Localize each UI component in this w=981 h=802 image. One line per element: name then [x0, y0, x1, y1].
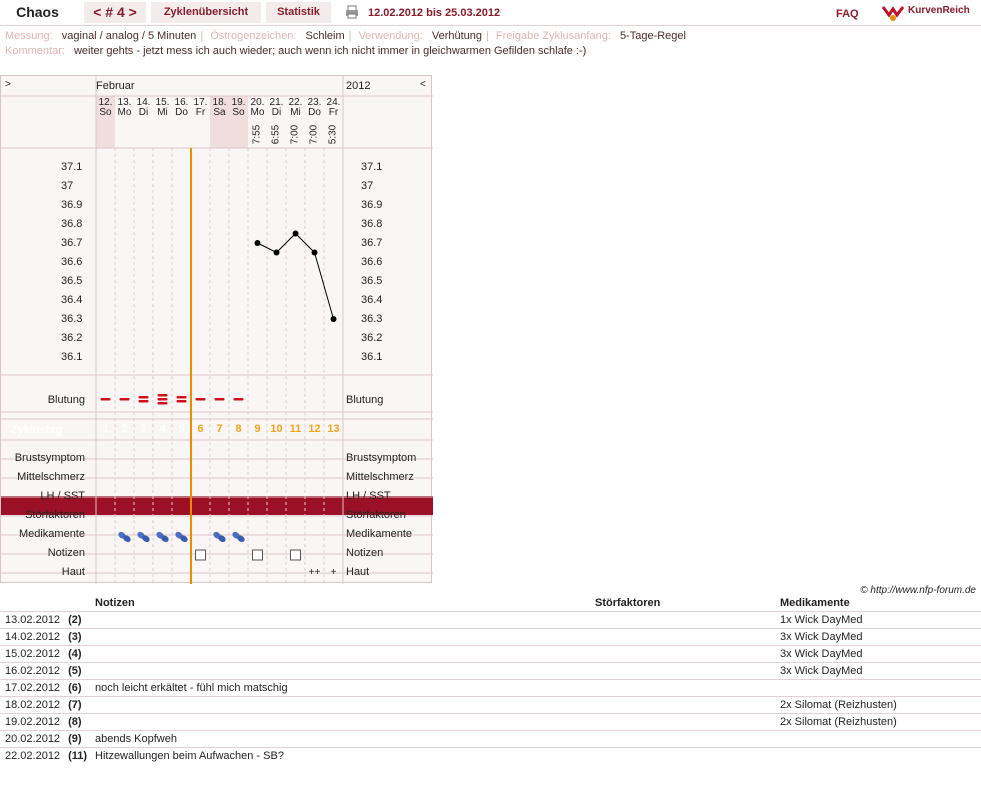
weekday: Fr	[328, 107, 339, 118]
cycle-day-number: 4	[159, 423, 166, 435]
row-label-right: Notizen	[346, 547, 384, 559]
meta-line-2: Kommentar: weiter gehts - jetzt mess ich auch wieder; auch wenn ich nicht immer in gleichwarmen Gefilden schlafe :-)	[5, 45, 587, 57]
weekday: Di	[271, 107, 282, 118]
row-label-left: Mittelschmerz	[17, 471, 85, 483]
weekday: Sa	[213, 107, 226, 118]
bleeding-mark	[101, 398, 111, 401]
temp-label-right: 36.2	[361, 332, 383, 344]
cycle-day-number: 5	[178, 423, 185, 435]
temperature-point	[331, 316, 337, 322]
row-label-left: Haut	[61, 566, 85, 578]
cycle-day-number: 3	[140, 423, 147, 435]
weekday: So	[232, 107, 245, 118]
temp-label-right: 36.1	[361, 351, 383, 363]
row-note	[95, 612, 595, 629]
temperature-point	[293, 231, 299, 237]
row-note	[95, 714, 595, 731]
row-stoer	[595, 731, 780, 748]
day-number: 13.	[117, 97, 132, 108]
row-day: (3)	[68, 631, 82, 643]
chart-right-arrow[interactable]: <	[420, 79, 426, 90]
kurvenreich-logo-icon[interactable]	[880, 3, 906, 23]
measure-time: 7:00	[289, 124, 301, 145]
day-number: 14.	[136, 97, 151, 108]
note-icon	[196, 550, 206, 560]
bleeding-mark	[139, 400, 149, 403]
cycle-day-label: Zyklustag	[11, 424, 63, 436]
weekday: Do	[308, 107, 321, 118]
row-meds: 1x Wick DayMed	[780, 612, 981, 629]
weekday: So	[99, 107, 112, 118]
row-label-right: Blutung	[346, 394, 384, 406]
table-row	[0, 629, 981, 646]
row-stoer	[595, 680, 780, 697]
temperature-line	[258, 234, 334, 320]
day-number: 22.	[288, 97, 303, 108]
weekday: Di	[138, 107, 149, 118]
top-bar	[0, 0, 981, 26]
notes-header-date	[0, 596, 95, 612]
row-label-left: Störfaktoren	[25, 509, 85, 521]
weekday: Do	[175, 107, 188, 118]
row-note: Hitzewallungen beim Aufwachen - SB?	[95, 748, 595, 765]
cycle-chart	[0, 75, 432, 583]
month-label: Februar	[96, 80, 135, 92]
table-row	[0, 612, 981, 629]
measure-time: 6:55	[270, 124, 282, 145]
temp-label-right: 37	[361, 180, 374, 192]
cycle-day-number: 8	[235, 423, 242, 435]
row-day: (11)	[68, 750, 88, 762]
pill-icon	[231, 531, 246, 544]
row-label-right: Mittelschmerz	[346, 471, 414, 483]
row-meds: 3x Wick DayMed	[780, 629, 981, 646]
pill-icon	[174, 531, 189, 544]
temp-label-right: 36.7	[361, 237, 383, 249]
pill-icon	[212, 531, 227, 544]
temp-label-left: 36.3	[61, 313, 83, 325]
bleeding-mark	[158, 402, 168, 405]
row-label-right: Haut	[346, 566, 370, 578]
cycle-day-number: 9	[254, 423, 261, 435]
bleeding-mark	[196, 398, 206, 401]
row-date: 20.02.2012	[5, 733, 61, 745]
chart-left-arrow[interactable]: >	[5, 79, 11, 90]
bleeding-mark	[177, 400, 187, 403]
row-date: 14.02.2012	[5, 631, 61, 643]
notes-header-meds: Medikamente	[780, 597, 850, 609]
row-meds	[780, 748, 981, 765]
row-label-right: Medikamente	[346, 528, 413, 540]
temp-label-right: 36.4	[361, 294, 383, 306]
row-day: (6)	[68, 682, 82, 694]
row-stoer	[595, 748, 780, 765]
row-meds: 3x Wick DayMed	[780, 646, 981, 663]
temperature-point	[312, 250, 318, 256]
table-row	[0, 731, 981, 748]
estrogen-value: Schleim	[305, 30, 345, 42]
bleeding-mark	[139, 396, 149, 399]
bleeding-mark	[120, 398, 130, 401]
bleeding-mark	[158, 394, 168, 397]
measure-time: 7:00	[308, 124, 320, 145]
temp-label-left: 36.9	[61, 199, 83, 211]
cycle-day-number: 11	[289, 423, 302, 435]
table-row	[0, 680, 981, 697]
cycle-day-number: 1	[102, 423, 109, 435]
day-number: 16.	[174, 97, 189, 108]
date-range: 12.02.2012 bis 25.03.2012	[368, 7, 501, 19]
row-stoer	[595, 697, 780, 714]
row-day: (8)	[68, 716, 82, 728]
row-day: (4)	[68, 648, 82, 660]
cycle-day-number: 13	[327, 423, 340, 435]
tab-statistics[interactable]: Statistik	[266, 2, 331, 23]
temp-label-left: 36.1	[61, 351, 83, 363]
row-meds	[780, 680, 981, 697]
row-stoer	[595, 646, 780, 663]
note-icon	[253, 550, 263, 560]
pill-icon	[136, 531, 151, 544]
weekday: Mi	[157, 107, 168, 118]
row-label-right: Brustsymptom	[346, 452, 417, 464]
row-label-right: Störfaktoren	[346, 509, 406, 521]
day-number: 21.	[269, 97, 284, 108]
release-value: 5-Tage-Regel	[619, 30, 686, 42]
cycle-day-number: 6	[197, 423, 204, 435]
temp-label-right: 36.3	[361, 313, 383, 325]
row-label-left: Blutung	[47, 394, 85, 406]
notes-header-notes: Notizen	[95, 597, 135, 609]
weekday: Mo	[117, 107, 132, 118]
row-label-right: LH / SST	[346, 490, 391, 502]
row-stoer	[595, 629, 780, 646]
row-note	[95, 697, 595, 714]
cycle-nav[interactable]: < # 4 >	[84, 2, 146, 23]
measurement-value: vaginal / analog / 5 Minuten	[61, 30, 197, 42]
bleeding-mark	[177, 396, 187, 399]
table-row	[0, 714, 981, 731]
temperature-point	[255, 240, 261, 246]
row-label-left: LH / SST	[40, 490, 85, 502]
row-day: (5)	[68, 665, 82, 677]
meta-line-1: Messung: vaginal / analog / 5 Minuten | Östrogenzeichen: Schleim | Verwendung: Verhütung | Freigabe Zyklusanfang: 5-Tage-Regel	[5, 30, 686, 42]
row-day: (2)	[68, 614, 82, 626]
note-icon	[291, 550, 301, 560]
temp-label-right: 36.9	[361, 199, 383, 211]
year-label: 2012	[346, 80, 371, 92]
day-number: 23.	[307, 97, 322, 108]
temp-label-left: 36.4	[61, 294, 83, 306]
row-stoer	[595, 612, 780, 629]
temp-label-left: 37	[61, 180, 74, 192]
table-row	[0, 697, 981, 714]
logo-text: KurvenReich	[908, 5, 970, 16]
cycle-day-number: 12	[308, 423, 321, 435]
printer-icon[interactable]	[345, 5, 359, 19]
temp-label-left: 36.6	[61, 256, 83, 268]
cycle-day-number: 2	[121, 423, 128, 435]
temp-label-left: 36.7	[61, 237, 83, 249]
day-number: 18.	[212, 97, 227, 108]
cycle-day-number: 10	[270, 423, 283, 435]
row-date: 19.02.2012	[5, 716, 61, 728]
day-number: 20.	[250, 97, 265, 108]
day-number: 24.	[326, 97, 341, 108]
bleeding-mark	[234, 398, 244, 401]
page-title: Chaos	[0, 2, 75, 23]
notes-table	[0, 596, 981, 764]
faq-link[interactable]: FAQ	[836, 8, 859, 20]
tab-cycle-overview[interactable]: Zyklenübersicht	[151, 2, 261, 23]
temp-label-left: 36.2	[61, 332, 83, 344]
day-number: 15.	[155, 97, 170, 108]
measure-time: 7:55	[251, 124, 263, 145]
row-day: (7)	[68, 699, 82, 711]
temp-label-right: 36.5	[361, 275, 383, 287]
row-date: 15.02.2012	[5, 648, 61, 660]
cycle-day-number: 7	[216, 423, 223, 435]
chart-svg	[1, 76, 433, 584]
row-label-left: Medikamente	[18, 528, 85, 540]
temperature-point	[274, 250, 280, 256]
bleeding-mark	[215, 398, 225, 401]
copyright: © http://www.nfp-forum.de	[860, 585, 976, 596]
row-note	[95, 646, 595, 663]
row-meds: 2x Silomat (Reizhusten)	[780, 714, 981, 731]
usage-value: Verhütung	[431, 30, 482, 42]
pill-icon	[117, 531, 132, 544]
day-number: 17.	[193, 97, 208, 108]
skin-mark: +	[330, 567, 337, 578]
pill-icon	[155, 531, 170, 544]
temp-label-right: 36.8	[361, 218, 383, 230]
row-meds: 2x Silomat (Reizhusten)	[780, 697, 981, 714]
day-number: 19.	[231, 97, 246, 108]
table-row	[0, 663, 981, 680]
skin-mark: ++	[308, 567, 321, 578]
row-label-left: Notizen	[47, 547, 85, 559]
temp-label-right: 37.1	[361, 161, 383, 173]
temp-label-left: 37.1	[61, 161, 83, 173]
row-note	[95, 629, 595, 646]
comment-value: weiter gehts - jetzt mess ich auch wieder; auch wenn ich nicht immer in gleichwarmen Gefilden schlafe :-)	[73, 45, 587, 57]
bleeding-mark	[158, 398, 168, 401]
temp-label-left: 36.8	[61, 218, 83, 230]
temp-label-left: 36.5	[61, 275, 83, 287]
table-row	[0, 646, 981, 663]
day-number: 12.	[98, 97, 113, 108]
table-row	[0, 748, 981, 765]
row-date: 13.02.2012	[5, 614, 61, 626]
row-label-left: Brustsymptom	[14, 452, 85, 464]
row-stoer	[595, 714, 780, 731]
notes-header-stoer: Störfaktoren	[595, 597, 661, 609]
row-date: 17.02.2012	[5, 682, 61, 694]
weekday: Mo	[250, 107, 265, 118]
row-note: abends Kopfweh	[95, 731, 595, 748]
row-stoer	[595, 663, 780, 680]
row-meds	[780, 731, 981, 748]
row-date: 18.02.2012	[5, 699, 61, 711]
measure-time: 5:30	[327, 124, 339, 145]
row-meds: 3x Wick DayMed	[780, 663, 981, 680]
weekday: Mi	[290, 107, 301, 118]
row-day: (9)	[68, 733, 82, 745]
row-note: noch leicht erkältet - fühl mich matschig	[95, 680, 595, 697]
row-date: 16.02.2012	[5, 665, 61, 677]
weekday: Fr	[195, 107, 206, 118]
row-note	[95, 663, 595, 680]
temp-label-right: 36.6	[361, 256, 383, 268]
row-date: 22.02.2012	[5, 750, 61, 762]
